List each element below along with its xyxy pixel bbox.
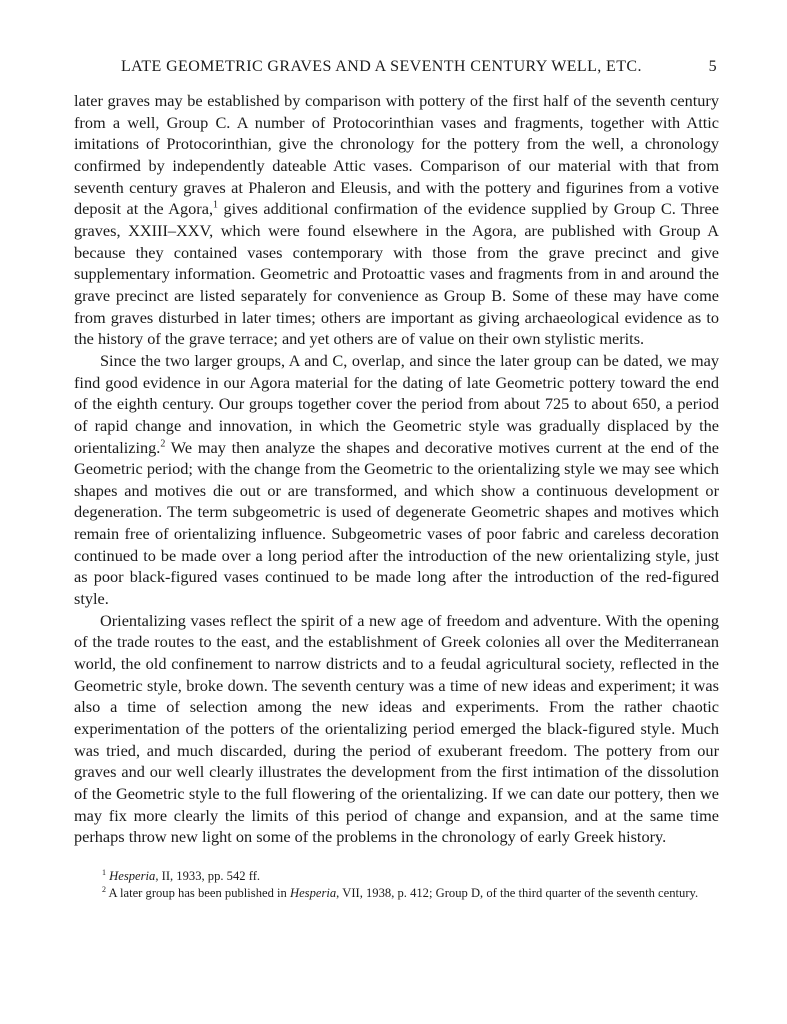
footnote-ref-2[interactable]: 2 — [160, 438, 166, 450]
footnotes — [74, 868, 719, 902]
running-title: LATE GEOMETRIC GRAVES AND A SEVENTH CENTURY WELL, ETC. — [121, 58, 642, 75]
paragraph-2-text-b: We may then analyze the shapes and decorative motives current at the end of the Geometric period; with the change from the Geometric to the orientalizing style we may see which shapes and motives die out or are transformed, and which show a continuous development or degeneration. The term subgeometric is used of degenerate Geometric shapes and motives which remain free of orientalizing influence. Subgeometric vases of poor fabric and careless decoration continued to be made over a long period after the introduction of the new orientalizing style, just as poor black-figured vases continued to be made long after the introduction of the red-figured style. — [74, 437, 719, 609]
footnote-ref-1[interactable]: 1 — [213, 199, 219, 211]
footnote-mark-1: 1 — [102, 867, 106, 877]
page-number: 5 — [708, 58, 717, 75]
paragraph-1-text-b: gives additional confirmation of the evidence supplied by Group C. Three graves, XXIII–XXV, which were found elsewhere in the Agora, are published with Group A because they contained vases contemporary with those from the grave precinct and give supplementary information. Geometric and Protoattic vases and fragments from in and around the grave precinct are listed separately for convenience as Group B. Some of these may have come from graves disturbed in later times; others are important as giving archaeological evidence as to the history of the grave terrace; and yet others are of value on their own stylistic merits. — [74, 199, 719, 349]
footnote-1 — [74, 868, 719, 885]
paragraph-2-text-a: Since the two larger groups, A and C, overlap, and since the later group can be dated, we may find good evidence in our Agora material for the dating of late Geometric pottery toward the end of the eighth century. Our groups together cover the period from about 725 to about 650, a period of rapid change and innovation, in which the Geometric style was gradually displaced by the orientalizing. — [74, 350, 719, 457]
footnote-2 — [74, 885, 719, 902]
paragraph-1-text-a: later graves may be established by comparison with pottery of the first half of the seventh century from a well, Group C. A number of Protocorinthian vases and fragments, together with Attic imitations of Protocorinthian, give the chronology for the pottery from the well, a chronology confirmed by independently dateable Attic vases. Comparison of our material with that from seventh century graves at Phaleron and Eleusis, and with the pottery and figurines from a votive deposit at the Agora, — [74, 91, 719, 219]
running-header — [74, 58, 719, 76]
footnote-mark-2: 2 — [102, 884, 106, 894]
footnote-2-text-b: , VII, 1938, p. 412; Group D, of the third quarter of the seventh century. — [336, 885, 699, 900]
paragraph-1 — [74, 90, 719, 350]
paragraph-2 — [74, 350, 719, 610]
footnote-2-text-a: A later group has been published in — [106, 885, 290, 900]
footnote-1-journal: Hesperia — [109, 868, 156, 883]
paragraph-3: Orientalizing vases reflect the spirit of a new age of freedom and adventure. With the opening of the trade routes to the east, and the establishment of Greek colonies all over the Mediterranean world, the old confinement to narrow districts and to a feudal agricultural society, reflected in the Geometric style, broke down. The seventh century was a time of new ideas and experiment; it was also a time of selection among the new ideas and experiments. From the rather chaotic experimentation of the potters of the orientalizing period emerged the black-figured style. Much was tried, and much discarded, during the period of exuberant freedom. The pottery from our graves and our well clearly illustrates the development from the first intimation of the dissolution of the Geometric style to the full flowering of the orientalizing. If we can date our pottery, then we may fix more clearly the limits of this period of change and expansion, and at the same time perhaps throw new light on some of the problems in the chronology of early Greek history. — [74, 610, 719, 847]
footnote-1-text: , II, 1933, pp. 542 ff. — [155, 868, 261, 883]
footnote-2-journal: Hesperia — [289, 885, 337, 900]
